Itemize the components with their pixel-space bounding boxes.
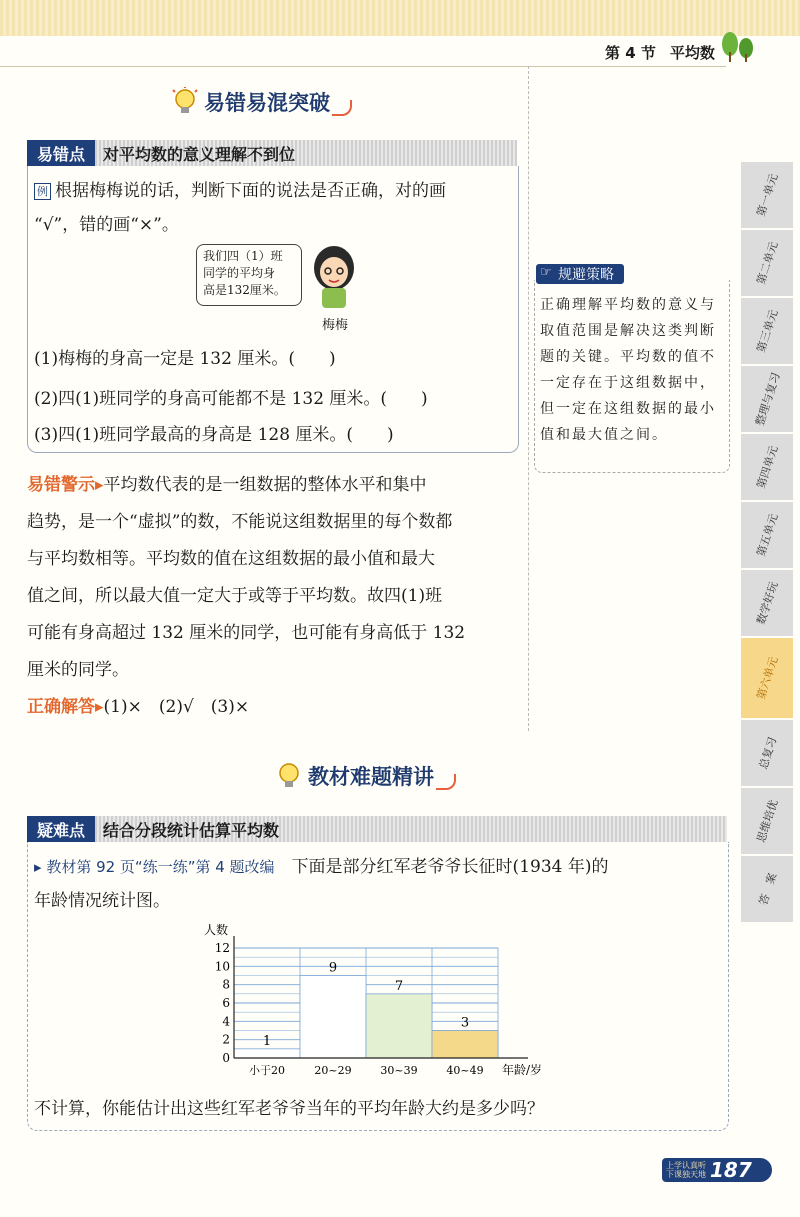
tip-title: 规避策略 (558, 267, 614, 283)
y-tick-label: 0 (222, 1051, 230, 1065)
tree-icon (718, 26, 758, 66)
side-tab-review[interactable]: 整理与复习 (741, 366, 793, 432)
warning-line-2: 趋势，是一个“虚拟”的数，不能说这组数据里的每个数都 (27, 512, 453, 532)
answer-line: 正确解答▸(1)× (2)√ (3)× (27, 697, 250, 717)
problem-line-2: 年龄情况统计图。 (34, 891, 170, 911)
warning-line-5: 可能有身高超过 132 厘米的同学，也可能有身高低于 132 (27, 623, 466, 643)
problem-source: ▸ 教材第 92 页“练一练”第 4 题改编 (34, 858, 275, 876)
x-tick-label: 小于20 (249, 1064, 285, 1077)
warning-line-4: 值之间，所以最大值一定大于或等于平均数。故四(1)班 (27, 586, 443, 606)
example-line-2: “√”，错的画“×”。 (34, 215, 179, 235)
girl-character-icon (306, 242, 362, 312)
character-name: 梅梅 (322, 318, 349, 333)
hard-point-tag: 疑难点 (27, 816, 95, 842)
side-tab-unit-3[interactable]: 第三单元 (741, 298, 793, 364)
bar (366, 994, 432, 1058)
warning-label: 易错警示 (27, 475, 95, 495)
y-tick-label: 4 (222, 1014, 230, 1029)
question-3: (3)四(1)班同学最高的身高是 128 厘米。( ) (34, 425, 394, 445)
section-title: 平均数 (669, 44, 715, 62)
side-tab-math-fun[interactable]: 数学好玩 (741, 570, 793, 636)
answer-label: 正确解答 (27, 697, 95, 717)
section-header (605, 42, 729, 63)
side-tab-unit-1[interactable]: 第一单元 (741, 162, 793, 228)
column-divider (528, 66, 529, 731)
page-number: 187 (710, 1158, 752, 1182)
speech-bubble: 我们四（1）班 同学的平均身 高是132厘米。 (196, 244, 302, 306)
y-tick-label: 8 (222, 977, 230, 992)
warning-line-1: 易错警示▸平均数代表的是一组数据的整体水平和集中 (27, 475, 427, 495)
side-tab-final-review[interactable]: 总复习 (741, 720, 793, 786)
y-tick-label: 2 (222, 1032, 230, 1047)
side-tab-unit-2[interactable]: 第二单元 (741, 230, 793, 296)
banner-title: 易错易混突破 (204, 91, 330, 115)
x-tick-label: 20~29 (314, 1064, 352, 1077)
x-axis-label: 年龄/岁 (502, 1063, 543, 1077)
lightbulb-icon (276, 761, 302, 791)
x-tick-label: 40~49 (446, 1064, 484, 1077)
bar-value-label: 9 (328, 960, 338, 976)
question-1: (1)梅梅的身高一定是 132 厘米。( ) (34, 349, 336, 369)
error-point-bar (27, 140, 517, 166)
question-2: (2)四(1)班同学的身高可能都不是 132 厘米。( ) (34, 389, 428, 409)
bar (432, 1031, 498, 1059)
bar-value-label: 1 (262, 1033, 272, 1049)
age-bar-chart (190, 920, 560, 1080)
bar (234, 1049, 300, 1058)
problem-question: 不计算，你能估计出这些红军老爷爷当年的平均年龄大约是多少吗？ (34, 1099, 544, 1119)
y-axis-label: 人数 (203, 923, 228, 937)
page-number-badge: 上学认真听 下课独天地 187 (662, 1158, 772, 1182)
side-tab-unit-4[interactable]: 第四单元 (741, 434, 793, 500)
y-tick-label: 6 (222, 996, 230, 1010)
error-point-text: 对平均数的意义理解不到位 (103, 144, 296, 164)
bar (300, 976, 366, 1059)
problem-line-1: ▸ 教材第 92 页“练一练”第 4 题改编 下面是部分红军老爷爷长征时(1934 年)的 (34, 857, 609, 877)
pointing-hand-icon: ☞ (540, 265, 552, 280)
section-banner-hard (276, 758, 456, 794)
example-line-1: 例 根据梅梅说的话，判断下面的说法是否正确，对的画 (34, 176, 446, 201)
side-tab-answers[interactable]: 答 案 (741, 856, 793, 922)
side-tab-unit-6[interactable]: 第六单元 (741, 638, 793, 718)
side-tab-unit-5[interactable]: 第五单元 (741, 502, 793, 568)
answer-text: (1)× (2)√ (3)× (103, 697, 250, 717)
tip-text: 正确理解平均数的意义与 取值范围是解决这类判断 题的关键。平均数的值不 一定存在于这组数据中， 但一定在这组数据的最小 值和最大值之间。 (540, 297, 716, 443)
bar-value-label: 3 (460, 1015, 470, 1031)
bar-value-label: 7 (394, 978, 404, 994)
hard-point-text: 结合分段统计估算平均数 (103, 820, 280, 840)
warning-line-3: 与平均数相等。平均数的值在这组数据的最小值和最大 (27, 549, 435, 569)
error-point-tag: 易错点 (27, 140, 95, 166)
hard-point-bar (27, 816, 727, 842)
example-marker: 例 (34, 183, 51, 200)
banner-title: 教材难题精讲 (308, 765, 434, 789)
y-tick-label: 12 (214, 941, 230, 955)
lightbulb-icon (172, 87, 198, 117)
side-tab-thinking[interactable]: 思维培优 (741, 788, 793, 854)
top-decor-band (0, 0, 800, 36)
y-tick-label: 10 (214, 959, 230, 974)
warning-line-6: 厘米的同学。 (27, 660, 129, 680)
header-rule (0, 66, 726, 67)
section-banner-errors (172, 84, 352, 120)
x-tick-label: 30~39 (380, 1064, 418, 1077)
section-number: 第 4 节 (605, 44, 656, 62)
